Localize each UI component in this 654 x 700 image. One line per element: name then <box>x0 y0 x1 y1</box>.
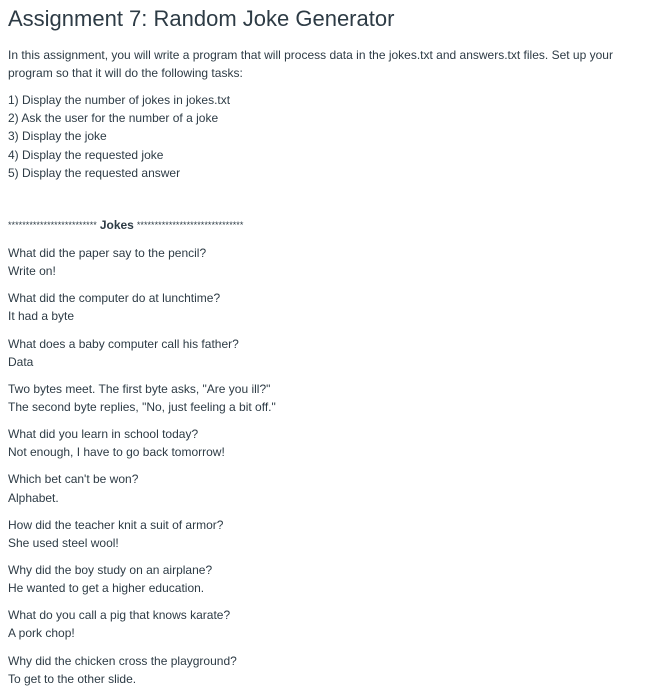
joke-item <box>8 470 276 506</box>
joke-answer: He wanted to get a higher education. <box>8 581 205 596</box>
joke-item <box>8 516 276 552</box>
joke-item <box>8 425 276 461</box>
joke-list <box>8 244 276 697</box>
intro-paragraph: In this assignment, you will write a program that will process data in the jokes.txt and answers.txt files. Set up your program so that it will do the following tasks: <box>8 48 613 80</box>
joke-question: What did the paper say to the pencil? <box>8 246 207 260</box>
joke-question: Why did the chicken cross the playground? <box>8 653 237 668</box>
task-item: 3) Display the joke <box>8 129 107 144</box>
joke-answer: A pork chop! <box>8 626 75 641</box>
joke-item <box>8 652 276 688</box>
joke-item <box>8 289 276 325</box>
joke-question: What do you call a pig that knows karate? <box>8 608 231 623</box>
joke-answer: Data <box>8 354 34 369</box>
page-title: Assignment 7: Random Joke Generator <box>8 6 395 31</box>
joke-question: What did the computer do at lunchtime? <box>8 291 221 306</box>
task-item: 1) Display the number of jokes in jokes.txt <box>8 93 231 107</box>
jokes-section-divider <box>8 217 243 233</box>
joke-question: How did the teacher knit a suit of armor? <box>8 517 224 532</box>
joke-question: Two bytes meet. The first byte asks, "Are you ill?" <box>8 381 271 396</box>
divider-stars-right: ****************************** <box>136 220 244 230</box>
task-list <box>8 91 230 182</box>
joke-answer: She used steel wool! <box>8 535 119 550</box>
joke-item <box>8 561 276 597</box>
task-item: 4) Display the requested joke <box>8 147 164 162</box>
joke-item <box>8 606 276 642</box>
jokes-heading: Jokes <box>99 218 134 232</box>
joke-item <box>8 335 276 371</box>
joke-answer: The second byte replies, "No, just feeling a bit off." <box>8 400 276 415</box>
joke-question: Which bet can't be won? <box>8 472 139 487</box>
task-item: 5) Display the requested answer <box>8 165 181 180</box>
joke-item <box>8 244 276 280</box>
task-item: 2) Ask the user for the number of a joke <box>8 111 219 126</box>
joke-answer: Not enough, I have to go back tomorrow! <box>8 445 225 460</box>
joke-answer: Write on! <box>8 264 56 279</box>
joke-item <box>8 380 276 416</box>
joke-answer: To get to the other slide. <box>8 671 137 686</box>
joke-question: Why did the boy study on an airplane? <box>8 562 213 577</box>
joke-question: What does a baby computer call his father? <box>8 336 239 351</box>
joke-question: What did you learn in school today? <box>8 427 199 442</box>
joke-answer: It had a byte <box>8 309 75 324</box>
divider-stars-left: ************************* <box>8 220 97 230</box>
joke-answer: Alphabet. <box>8 490 59 505</box>
